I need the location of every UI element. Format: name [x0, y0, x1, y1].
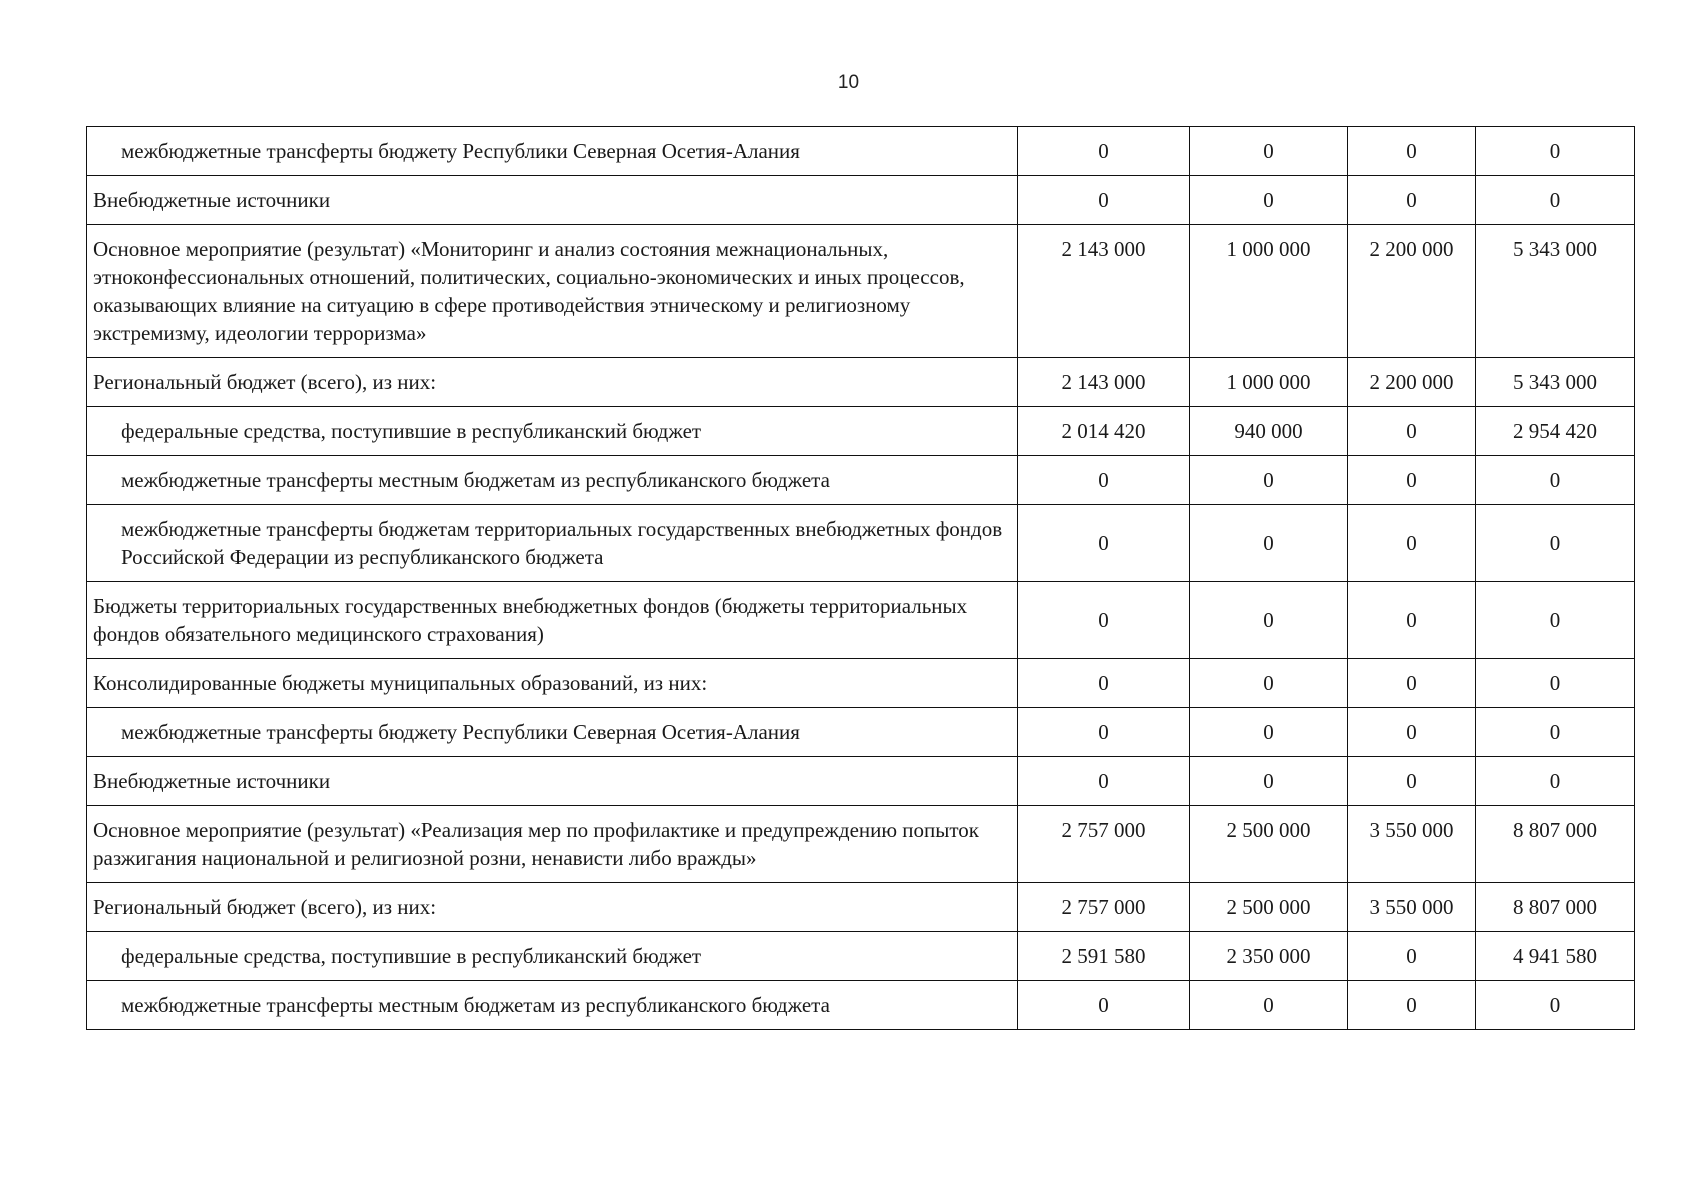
table-row — [87, 582, 1635, 659]
value-cell: 0 — [1018, 708, 1190, 757]
row-label: межбюджетные трансферты бюджетам территориальных государственных внебюджетных фондов Российской Федерации из республиканского бюджета — [87, 505, 1018, 582]
value-cell: 0 — [1348, 505, 1476, 582]
value-cell: 3 550 000 — [1348, 806, 1476, 883]
value-cell: 0 — [1190, 456, 1348, 505]
table-row — [87, 127, 1635, 176]
row-label: Внебюджетные источники — [87, 176, 1018, 225]
row-label: Региональный бюджет (всего), из них: — [87, 358, 1018, 407]
value-cell: 0 — [1348, 456, 1476, 505]
value-cell: 0 — [1018, 456, 1190, 505]
value-cell: 0 — [1348, 176, 1476, 225]
value-cell: 940 000 — [1190, 407, 1348, 456]
value-cell: 2 143 000 — [1018, 358, 1190, 407]
value-cell: 0 — [1476, 659, 1635, 708]
value-cell: 0 — [1476, 176, 1635, 225]
value-cell: 2 591 580 — [1018, 932, 1190, 981]
value-cell: 2 014 420 — [1018, 407, 1190, 456]
value-cell: 0 — [1190, 659, 1348, 708]
table-row — [87, 456, 1635, 505]
budget-table — [86, 126, 1635, 1030]
value-cell: 2 757 000 — [1018, 806, 1190, 883]
table-row — [87, 505, 1635, 582]
value-cell: 2 350 000 — [1190, 932, 1348, 981]
value-cell: 0 — [1018, 127, 1190, 176]
row-label: Консолидированные бюджеты муниципальных образований, из них: — [87, 659, 1018, 708]
table-row — [87, 806, 1635, 883]
table-row — [87, 358, 1635, 407]
page-number: 10 — [837, 72, 860, 93]
value-cell: 2 500 000 — [1190, 883, 1348, 932]
value-cell: 0 — [1348, 407, 1476, 456]
value-cell: 0 — [1476, 456, 1635, 505]
value-cell: 0 — [1018, 981, 1190, 1030]
row-label: Основное мероприятие (результат) «Реализация мер по профилактике и предупреждению попыток разжигания национальной и религиозной розни, ненависти либо вражды» — [87, 806, 1018, 883]
value-cell: 0 — [1476, 505, 1635, 582]
value-cell: 0 — [1018, 582, 1190, 659]
value-cell: 0 — [1018, 659, 1190, 708]
row-label: межбюджетные трансферты бюджету Республики Северная Осетия-Алания — [87, 708, 1018, 757]
value-cell: 0 — [1190, 981, 1348, 1030]
value-cell: 5 343 000 — [1476, 358, 1635, 407]
value-cell: 0 — [1190, 127, 1348, 176]
value-cell: 0 — [1018, 176, 1190, 225]
row-label: межбюджетные трансферты местным бюджетам из республиканского бюджета — [87, 981, 1018, 1030]
value-cell: 1 000 000 — [1190, 225, 1348, 358]
value-cell: 0 — [1348, 582, 1476, 659]
table-row — [87, 176, 1635, 225]
value-cell: 0 — [1348, 932, 1476, 981]
table-row — [87, 225, 1635, 358]
value-cell: 0 — [1348, 659, 1476, 708]
table-row — [87, 932, 1635, 981]
value-cell: 3 550 000 — [1348, 883, 1476, 932]
value-cell: 0 — [1190, 505, 1348, 582]
value-cell: 0 — [1348, 981, 1476, 1030]
value-cell: 0 — [1190, 176, 1348, 225]
value-cell: 2 200 000 — [1348, 358, 1476, 407]
row-label: межбюджетные трансферты местным бюджетам из республиканского бюджета — [87, 456, 1018, 505]
table-row — [87, 981, 1635, 1030]
value-cell: 2 143 000 — [1018, 225, 1190, 358]
value-cell: 0 — [1190, 708, 1348, 757]
value-cell: 0 — [1190, 582, 1348, 659]
table-row — [87, 757, 1635, 806]
value-cell: 2 500 000 — [1190, 806, 1348, 883]
value-cell: 4 941 580 — [1476, 932, 1635, 981]
table-row — [87, 708, 1635, 757]
value-cell: 0 — [1190, 757, 1348, 806]
value-cell: 0 — [1476, 757, 1635, 806]
value-cell: 0 — [1476, 708, 1635, 757]
value-cell: 2 757 000 — [1018, 883, 1190, 932]
value-cell: 8 807 000 — [1476, 806, 1635, 883]
value-cell: 0 — [1476, 127, 1635, 176]
row-label: Основное мероприятие (результат) «Мониторинг и анализ состояния межнациональных, этноконфессиональных отношений, политических, социально-экономических и иных процессов, оказывающих влияние на ситуацию в сфере противодействия этническому и религиозному экстремизму, идеологии терроризма» — [87, 225, 1018, 358]
value-cell: 0 — [1476, 981, 1635, 1030]
value-cell: 8 807 000 — [1476, 883, 1635, 932]
value-cell: 2 954 420 — [1476, 407, 1635, 456]
table-row — [87, 407, 1635, 456]
value-cell: 1 000 000 — [1190, 358, 1348, 407]
table-row — [87, 883, 1635, 932]
table-row — [87, 659, 1635, 708]
value-cell: 0 — [1018, 757, 1190, 806]
row-label: межбюджетные трансферты бюджету Республики Северная Осетия-Алания — [87, 127, 1018, 176]
value-cell: 0 — [1348, 127, 1476, 176]
value-cell: 0 — [1018, 505, 1190, 582]
row-label: федеральные средства, поступившие в республиканский бюджет — [87, 407, 1018, 456]
row-label: Бюджеты территориальных государственных внебюджетных фондов (бюджеты территориальных фондов обязательного медицинского страхования) — [87, 582, 1018, 659]
value-cell: 0 — [1348, 757, 1476, 806]
value-cell: 5 343 000 — [1476, 225, 1635, 358]
row-label: Внебюджетные источники — [87, 757, 1018, 806]
row-label: Региональный бюджет (всего), из них: — [87, 883, 1018, 932]
value-cell: 0 — [1476, 582, 1635, 659]
value-cell: 0 — [1348, 708, 1476, 757]
value-cell: 2 200 000 — [1348, 225, 1476, 358]
row-label: федеральные средства, поступившие в республиканский бюджет — [87, 932, 1018, 981]
